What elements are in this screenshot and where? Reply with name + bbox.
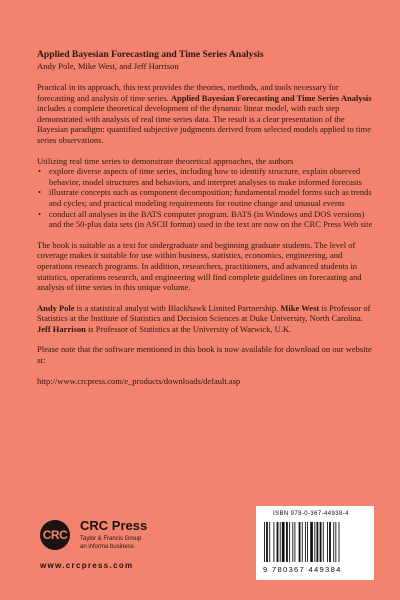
feature-bullet: • illustrate concepts such as component decomposition; fundamental model forms such as trends and cycles; and practical modeling requirements for routine change and unusual events <box>46 187 373 208</box>
bio-name-pole: Andy Pole <box>37 302 75 313</box>
feature-bullet: • conduct all analyses in the BATS computer program. BATS (in Windows and DOS versions) and the 50-plus data sets (in ASCII format) used in the text are now on the CRC Press Web site <box>46 209 373 230</box>
publisher-name: CRC Press <box>80 518 148 533</box>
author-bios <box>37 303 373 335</box>
barcode-digits: 9 780367 449384 <box>263 565 342 574</box>
bio-text-west: is Professor of Statistics at the Institute of Statistics and Decision Sciences at Duke University, North Carolina. <box>37 302 371 324</box>
audience-paragraph: The book is suitable as a text for undergraduate and beginning graduate students. The level of coverage makes it suitable for use within business, statistics, economics, engineering, and operations research programs. In addition, researchers, practitioners, and advanced students in statistics, operations research, and engineering will find complete guidelines on forecasting and analysis of time series in this unique volume. <box>37 239 362 293</box>
crc-logo-icon: CRC <box>40 520 70 550</box>
software-note: Please note that the software mentioned in this book is now available for download on our website at: <box>37 344 372 366</box>
bio-text-pole: is a statistical analyst with Blackhawk Limited Partnership. <box>76 302 279 313</box>
intro-paragraph <box>37 82 373 146</box>
intro-text: Practical in its approach, this text provides the theories, methods, and tools necessary for forecasting and analysis of time series. <box>37 82 339 103</box>
isbn-number: ISBN 978-0-367-44938-4 <box>273 511 349 517</box>
barcode-label <box>256 506 374 580</box>
intro-text-rest: includes a complete theoretical development of the dynamic linear model, with each step demonstrated with analysis of real time series data. The result is a clear presentation of the Bayesian paradigm: quantified subjective judgments derived from selected models applied to time series observations. <box>37 103 372 145</box>
feature-bullet: • explore diverse aspects of time series, including how to identify structure, explain observed behavior, model structures and behaviors, and interpret analyses to make informed forecasts <box>46 166 373 187</box>
barcode-icon <box>264 522 368 562</box>
book-authors: Andy Pole, Mike West, and Jeff Harrison <box>37 61 179 71</box>
bio-name-west: Mike West <box>280 302 320 313</box>
back-cover-text <box>37 49 373 386</box>
bio-text-harrison: is Professor of Statistics at the University of Warwick, U.K. <box>88 323 292 334</box>
book-title: Applied Bayesian Forecasting and Time Series Analysis <box>37 49 264 60</box>
publisher-website[interactable]: www.crcpress.com <box>40 561 134 570</box>
publisher-logo <box>40 516 180 578</box>
features-lead: Utilizing real time series to demonstrate theoretical approaches, the authors <box>37 155 294 166</box>
download-url[interactable]: http://www.crcpress.com/e_products/downloads/default.asp <box>37 375 241 386</box>
publisher-parent: an informa business <box>80 544 134 550</box>
features-list <box>37 166 373 230</box>
intro-bold-title: Applied Bayesian Forecasting and Time Series Analysis <box>170 92 372 103</box>
bio-name-harrison: Jeff Harrison <box>37 323 86 334</box>
publisher-group: Taylor & Francis Group <box>80 536 142 542</box>
